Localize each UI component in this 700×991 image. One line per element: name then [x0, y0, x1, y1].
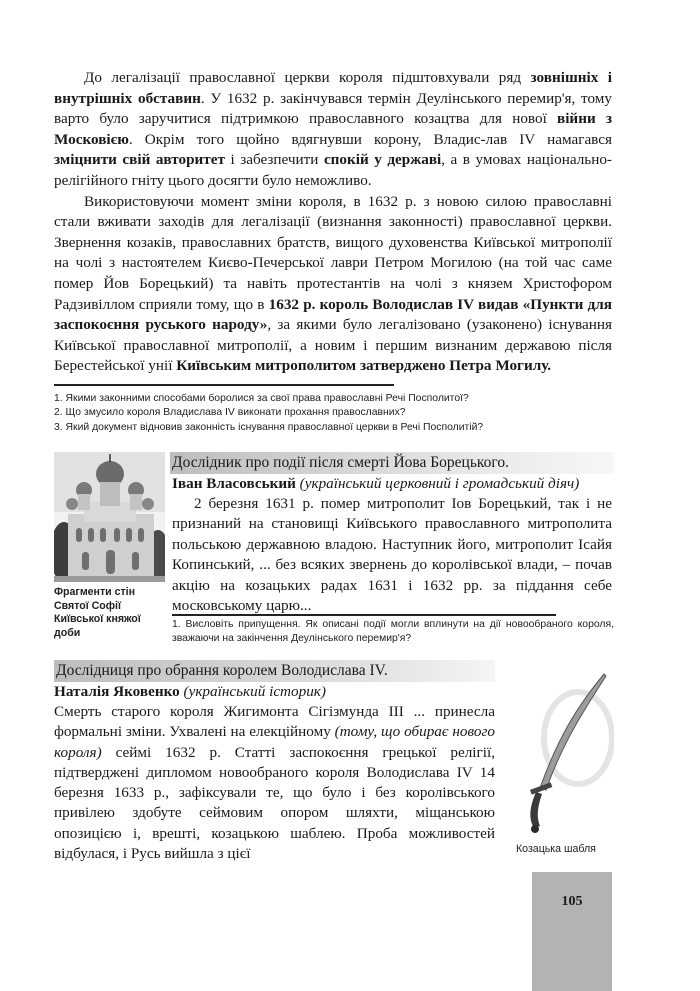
researcher-quote: Смерть старого короля Жигимонта Сігізмунда ІІІ ... принесла формальні зміни. Ухвалені на елекційному (тому, що обирає нового короля) сеймі 1632 р. Статті заспокоєння грецької релігії, підтверджені дипломом новообраного короля Володислава IV 14 березня 1633 р., зафіксували те, що було і без королівського привілею здобуте сеймовим опором шляхти, міщанською опозицією і, врешті, козацькою шаблею. Проба можливостей відбулася, і Русь вийшла з цієї — [54, 703, 495, 863]
section-divider — [54, 384, 394, 386]
question-item: 1. Якими законними способами боролися за свої права православні Речі Посполитої? — [54, 393, 469, 404]
researcher-quote: 2 березня 1631 р. помер митрополит Іов Борецький, так і не признаний на становищі Київського православного митрополита польською державною владою. Наступник його, митрополит Ісайя Копинський, ... без всяких звернень до королівської влади, – почав акцію на козацьких радах 1631 і 1632 рр. за піддання себе московському царю... — [172, 495, 612, 615]
researcher-author: Іван Власовський (український церковний і громадський діяч) — [172, 475, 580, 492]
page-number-box — [532, 872, 612, 991]
paragraph-1: До легалізації православної церкви короля підштовхували ряд зовнішніх і внутрішніх обставин. У 1632 р. закінчувався термін Деулінського перемир'я, тому варто було заручитися підтримкою православного козацтва для нової війни з Московією. Окрім того щойно вдягнувши корону, Владис-лав IV намагався зміцнити свій авторитет і забезпечити спокій у державі, а в умовах національно-релігійного гніту цього досягти було неможливо. — [54, 69, 612, 189]
main-text — [54, 68, 612, 377]
researcher-box-vlasovsky — [54, 452, 614, 652]
review-questions — [54, 392, 614, 435]
photo-caption: Фрагменти стін Святої Софії Київської княжої доби — [54, 586, 141, 639]
researcher-author: Наталія Яковенко (український історик) — [54, 683, 326, 700]
question-item: 2. Що змусило короля Владислава IV виконати прохання православних? — [54, 407, 406, 419]
page-number: 105 — [561, 894, 583, 909]
quote-underline — [172, 614, 556, 616]
cossack-saber-image — [506, 668, 614, 836]
saber-caption: Козацька шабля — [516, 843, 596, 855]
researcher-header: Дослідник про події після смерті Йова Борецького. — [170, 452, 614, 474]
researcher-header: Дослідниця про обрання королем Володислава IV. — [54, 660, 495, 682]
paragraph-2: Використовуючи момент зміни короля, в 1632 р. з новою силою православні стали вживати заходів для легалізації (визнання законності) православної церкви. Звернення козаків, православних братств, вищого духовенства Київської митрополії на чолі з настоятелем Києво-Печерської лаври Петром Могилою (на той час саме помер Йов Борецький) та навіть протестантів на чолі з князем Христофором Радзивіллом сприяли тому, що в 1632 р. король Володислав IV видав «Пункти для заспокоєння руського народу», за якими було легалізовано (узаконено) існування Київської православної митрополії, а новим і першим визнаним державою після Берестейської унії Київським митрополитом затверджено Петра Могилу. — [54, 192, 612, 375]
researcher-box-yakovenko — [54, 660, 614, 863]
question-item: 3. Який документ відновив законність існування православної церкви в Речі Посполитій? — [54, 421, 484, 433]
box-question: 1. Висловіть припущення. Як описані події могли вплинути на дії новообраного короля, зважаючи на закінчення Деулінського перемир'я? — [172, 619, 614, 645]
sofia-cathedral-photo — [54, 452, 165, 582]
